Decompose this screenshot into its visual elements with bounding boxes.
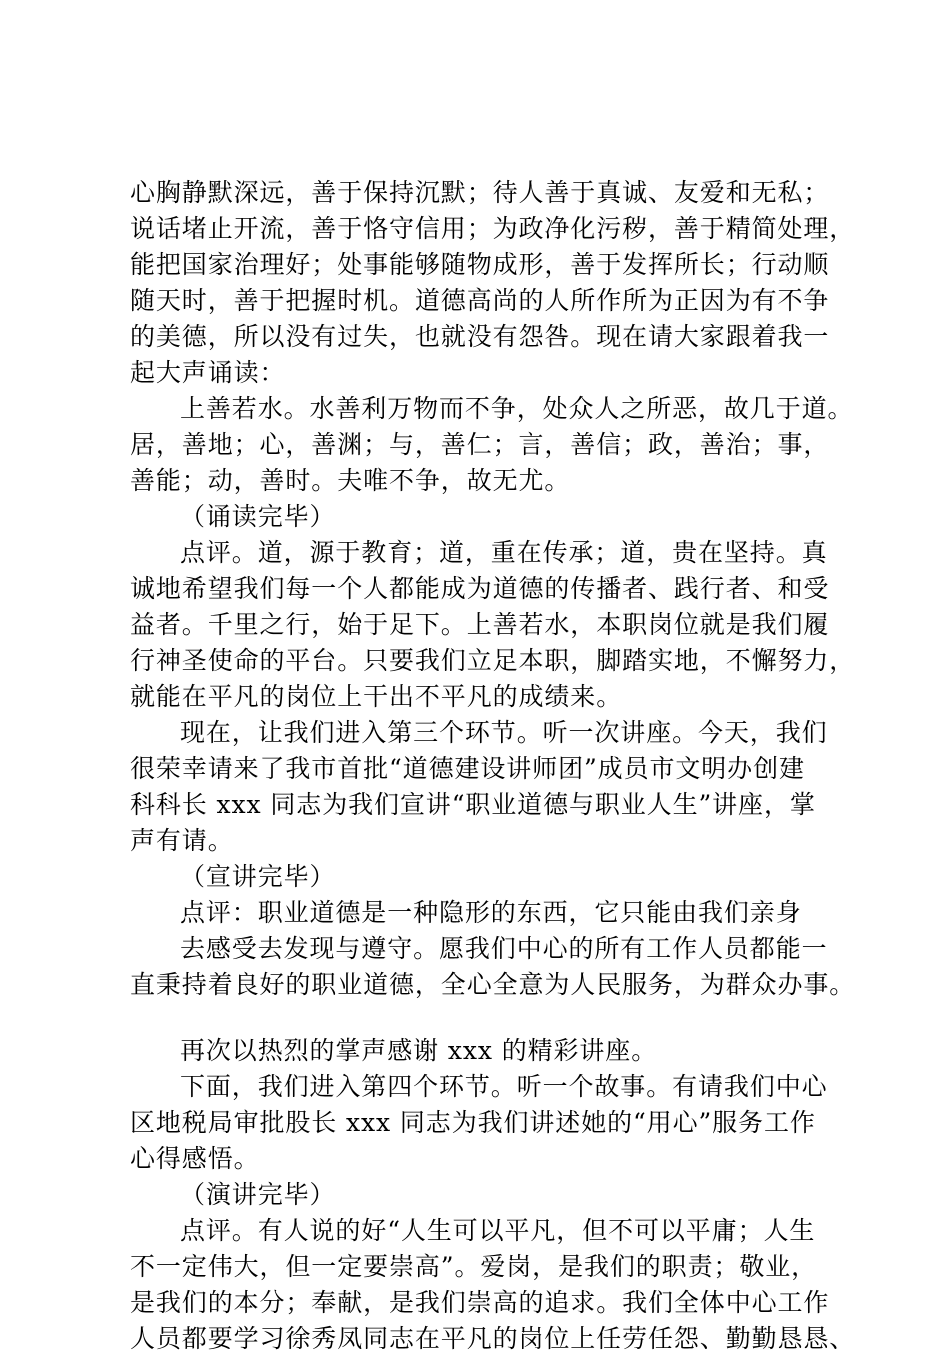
text-line: 点评：职业道德是一种隐形的东西，它只能由我们亲身 (180, 898, 802, 927)
text-line: 再次以热烈的掌声感谢 xxx 的精彩讲座。 (180, 1036, 658, 1065)
text-line: 声有请。 (130, 826, 234, 855)
text-line: 很荣幸请来了我市首批“道德建设讲师团”成员市文明办创建 (130, 754, 805, 783)
text-line: 上善若水。水善利万物而不争，处众人之所恶，故几于道。 (180, 394, 854, 423)
text-line: 心胸静默深远，善于保持沉默；待人善于真诚、友爱和无私； (130, 178, 830, 207)
text-line: 就能在平凡的岗位上干出不平凡的成绩来。 (130, 682, 623, 711)
text-line: 人员都要学习徐秀凤同志在平凡的岗位上任劳任怨、勤勤恳恳、 (130, 1324, 856, 1353)
text-line: 的美德，所以没有过失，也就没有怨咎。现在请大家跟着我一 (130, 322, 830, 351)
text-line: 点评。有人说的好“人生可以平凡，但不可以平庸；人生 (180, 1216, 816, 1245)
text-line: 现在，让我们进入第三个环节。听一次讲座。今天，我们 (180, 718, 828, 747)
text-line: 是我们的本分；奉献，是我们崇高的追求。我们全体中心工作 (130, 1288, 830, 1317)
text-line: （诵读完毕） (180, 502, 336, 531)
text-line: 点评。道，源于教育；道，重在传承；道，贵在坚持。真 (180, 538, 828, 567)
text-line: 诚地希望我们每一个人都能成为道德的传播者、践行者、和受 (130, 574, 830, 603)
text-line: 下面，我们进入第四个环节。听一个故事。有请我们中心 (180, 1072, 828, 1101)
text-line: 不一定伟大，但一定要崇高”。爱岗，是我们的职责；敬业， (130, 1252, 818, 1281)
text-line: 善能；动，善时。夫唯不争，故无尤。 (130, 466, 571, 495)
text-line: 区地税局审批股长 xxx 同志为我们讲述她的“用心”服务工作 (130, 1108, 816, 1137)
text-line: （宣讲完毕） (180, 862, 336, 891)
text-line: 说话堵止开流，善于恪守信用；为政净化污秽，善于精简处理， (130, 214, 856, 243)
text-line: 益者。千里之行，始于足下。上善若水，本职岗位就是我们履 (130, 610, 830, 639)
text-line: 随天时，善于把握时机。道德高尚的人所作所为正因为有不争 (130, 286, 830, 315)
text-line: 心得感悟。 (130, 1144, 260, 1173)
text-line: （演讲完毕） (180, 1180, 336, 1209)
text-line: 能把国家治理好；处事能够随物成形，善于发挥所长；行动顺 (130, 250, 830, 279)
text-line: 居，善地；心，善渊；与，善仁；言，善信；政，善治；事， (130, 430, 830, 459)
text-line: 行神圣使命的平台。只要我们立足本职，脚踏实地，不懈努力， (130, 646, 856, 675)
text-line: 直秉持着良好的职业道德，全心全意为人民服务，为群众办事。 (130, 970, 856, 999)
text-line: 去感受去发现与遵守。愿我们中心的所有工作人员都能一 (180, 934, 828, 963)
text-line: 起大声诵读： (130, 358, 286, 387)
text-line: 科科长 xxx 同志为我们宣讲“职业道德与职业人生”讲座，掌 (130, 790, 816, 819)
